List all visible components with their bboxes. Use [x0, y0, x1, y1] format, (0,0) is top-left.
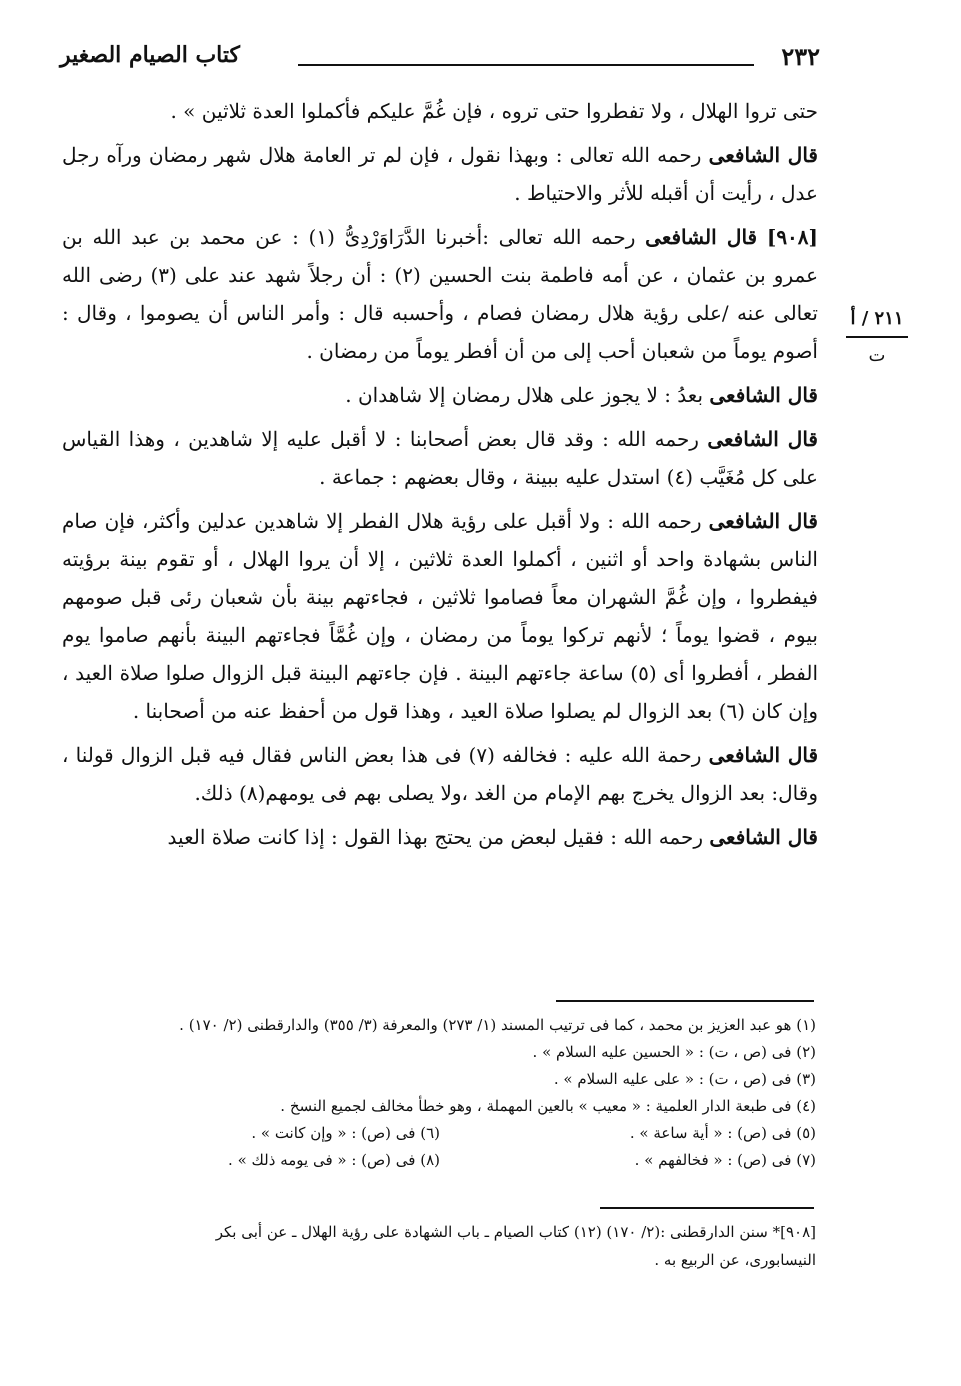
speaker-label: قال الشافعى [709, 825, 818, 849]
paragraph [62, 420, 818, 496]
paragraph [62, 92, 818, 130]
source-line: [٩٠٨]* سنن الدارقطنى :(٢/ ١٧٠) (١٢) كتاب الصيام ـ باب الشهادة على رؤية الهلال ـ عن أبى بكر [215, 1223, 816, 1241]
speaker-label: قال الشافعى [708, 509, 818, 533]
source-line: النيسابورى، عن الربيع به . [654, 1251, 816, 1269]
footnote: (٣) فى (ص ، ت) : « على عليه السلام » . [553, 1070, 816, 1088]
speaker-label: قال الشافعى [708, 143, 818, 167]
paragraph-text: حتى تروا الهلال ، ولا تفطروا حتى تروه ، فإن غُمَّ عليكم فأكملوا العدة ثلاثين » . [170, 99, 818, 123]
speaker-label: قال الشافعى [707, 427, 818, 451]
footnote: (٨) فى (ص) : « فى يومه ذلك » . [228, 1151, 440, 1169]
speaker-label: قال الشافعى [708, 743, 819, 767]
book-title: كتاب الصيام الصغير [60, 42, 240, 68]
footnotes [64, 1012, 816, 1174]
paragraph-text: رحمه الله : ولا أقبل على رؤية هلال الفطر إلا شاهدين عدلين وأكثر، فإن صام الناس بشهادة واحد أو اثنين ، أكملوا العدة ثلاثين ، إلا أن يروا الهلال ، أو تقوم بينة برؤيته فيفطروا ، وإن غُمَّ الشهران معاً فصاموا ثلاثين ، فجاءتهم بينة بأن شعبان رئى قبل صومهم بيوم ، قضوا يوماً ؛ لأنهم تركوا يوماً من رمضان ، وإن غُمَّاً فجاءتهم البينة بأنهم صاموا يوم الفطر ، أفطروا أى (٥) ساعة جاءتهم البينة . فإن جاءتهم البينة قبل الزوال صلوا صلاة العيد ، وإن كان (٦) بعد الزوال لم يصلوا صلاة العيد ، وهذا قول من أحفظ عنه من أصحابنا . [62, 509, 818, 723]
paragraph-text: رحمه الله تعالى : وبهذا نقول ، فإن لم تر العامة هلال شهر رمضان ورآه رجل عدل ، رأيت أن أقبله للأثر والاحتياط . [62, 143, 818, 205]
footnote: (٥) فى (ص) : « أية ساعة » . [629, 1124, 816, 1142]
paragraph-text: رحمه الله تعالى :أخبرنا الدَّرَاوَرْدِىُّ (١) : عن محمد بن عبد الله بن عمرو بن عثمان ، عن أمه فاطمة بنت الحسين (٢) : أن رجلاً شهد عند على (٣) رضى الله تعالى عنه /على رؤية هلال رمضان فصام ، وأحسبه قال : وأمر الناس أن يصوموا ، وقال : أصوم يوماً من شعبان أحب إلى من أن أفطر يوماً من رمضان . [62, 225, 818, 363]
paragraph [62, 136, 818, 212]
page-number: ٢٣٢ [781, 42, 820, 71]
paragraph [62, 502, 818, 730]
footnote: (٤) فى طبعة الدار العلمية : « معيب » بالعين المهملة ، وهو خطأ مخالف لجميع النسخ . [280, 1097, 816, 1115]
paragraph-text: رحمه الله : فقيل لبعض من يحتج بهذا القول : إذا كانت صلاة العيد [167, 825, 704, 849]
paragraph-text: بعدُ : لا يجوز على هلال رمضان إلا شاهدان . [345, 383, 704, 407]
main-text [62, 92, 818, 862]
footnote: (٧) فى (ص) : « فخالفهم » . [634, 1151, 816, 1169]
paragraph [62, 736, 818, 812]
footnote: (٢) فى (ص ، ت) : « الحسين عليه السلام » . [532, 1043, 816, 1061]
footnote-rule [556, 1000, 814, 1002]
source-rule [600, 1207, 814, 1209]
paragraph [62, 818, 818, 856]
footnote-row [64, 1120, 816, 1147]
footnote: (٦) فى (ص) : « وإن كانت » . [251, 1124, 440, 1142]
footnote: (١) هو عبد العزيز بن محمد ، كما فى ترتيب المسند (١/ ٢٧٣) والمعرفة (٣/ ٣٥٥) والدارقطنى (٢/ ١٧٠) . [179, 1016, 816, 1034]
footnote-row [64, 1147, 816, 1174]
margin-folio-note [842, 306, 912, 370]
manuscript-folio: ٢١١ / أ [850, 308, 904, 329]
speaker-label: قال الشافعى [645, 225, 758, 249]
margin-rule [846, 336, 908, 338]
hadith-number: [٩٠٨] [766, 225, 819, 249]
manuscript-siglum: ت [868, 345, 886, 366]
paragraph [62, 376, 818, 414]
running-header [60, 40, 820, 80]
speaker-label: قال الشافعى [709, 383, 818, 407]
paragraph-text: رحمة الله عليه : فخالفه (٧) فى هذا بعض الناس فقال فيه قبل الزوال قولنا ، وقال: بعد الزوال يخرج بهم الإمام من الغد ،ولا يصلى بهم فى يومهم(٨) ذلك. [62, 743, 818, 805]
header-rule [298, 64, 754, 66]
source-reference [64, 1218, 816, 1274]
paragraph-text: رحمه الله : وقد قال بعض أصحابنا : لا أقبل عليه إلا شاهدين ، وهذا القياس على كل مُغَيَّب (٤) استدل عليه ببينة ، وقال بعضهم : جماعة . [62, 427, 818, 489]
paragraph [62, 218, 818, 370]
